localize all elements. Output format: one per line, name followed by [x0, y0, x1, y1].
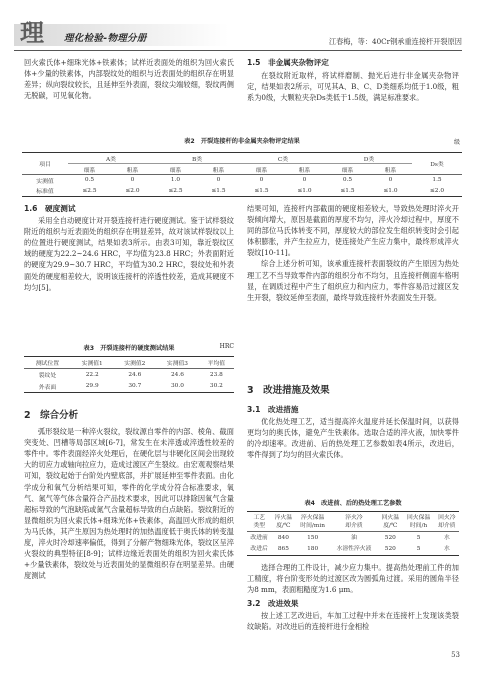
table-cell: 24.6: [128, 371, 142, 378]
paragraph: 选择合理的工件设计，减少应力集中。提高热处理前工件的加工精度，将台阶变形处的过渡区改为圆弧角过渡。采用的圆角半径为8 mm，表面粗糙度为1.6 μm。: [247, 563, 459, 595]
table-cell: 0: [259, 177, 264, 184]
table-header-cell: 实测值3: [166, 361, 188, 367]
table-cell: 油: [351, 534, 357, 541]
table-cell: 实测值: [36, 178, 54, 185]
table-header-cell: 淬火保温 时间/min: [300, 514, 325, 529]
table-cell: 24.6: [170, 371, 184, 378]
table-header-cell: 实测值1: [81, 361, 103, 367]
table-cell: ≤1.0: [383, 187, 398, 194]
table-cell: 150: [307, 534, 319, 541]
table-cell: 840: [277, 534, 289, 541]
table-cell: 30.7: [128, 383, 142, 390]
table-cell: 30.0: [170, 383, 184, 390]
table-header-cell: 回火温 度/℃: [381, 514, 400, 529]
table-unit: HRC: [219, 343, 234, 350]
subsection-heading: 3.2 改进效果: [247, 599, 299, 609]
table-cell: 865: [277, 546, 289, 553]
table-cell: 0: [130, 177, 135, 184]
inclusion-table: [22, 152, 462, 197]
table-cell: ≤2.0: [125, 187, 140, 194]
table-cell: 0.5: [342, 177, 353, 184]
section-1-5: [247, 57, 459, 103]
table-header-cell: 工艺 类型: [253, 514, 265, 529]
table-header-cell: B类: [154, 153, 240, 164]
table-header-cell: 粗系: [384, 167, 397, 174]
paragraph: 采用全自动硬度计对开裂连接杆进行硬度测试。鉴于试样裂纹附近的组织与近表面处的组织存在明显差异，故对该试样裂纹以上的位置进行硬度测试，结果如表3所示。由表3可知，靠近裂纹区域的硬度为22.2~24.6 HRC，平均值为23.8 HRC；外表面附近的硬度为29.9~30.7 HRC，平均值为30.2 HRC，裂纹处和外表面处的硬度相差较大，说明该连接杆的淬透性较差，造成其硬度不均匀[5]。: [24, 216, 234, 292]
table-cell: 改进前: [250, 534, 268, 541]
hardness-table-block: [24, 343, 234, 393]
table-header-cell: 粗系: [126, 167, 139, 174]
table-caption: 表3 开裂连接杆的硬度测试结果: [83, 345, 175, 352]
table-header-cell: 细系: [169, 167, 182, 174]
section-3: [247, 385, 459, 461]
table-cell: 0: [388, 177, 393, 184]
table-header-cell: Ds类: [412, 153, 462, 175]
table-cell: 5: [416, 534, 421, 541]
right-column-text: [247, 203, 459, 303]
table-cell: ≤1.0: [297, 187, 312, 194]
paragraph: 结果可知，连接杆内部截面的硬度相差较大，导致热处理时淬火开裂倾向增大，原因是截面的厚度不均匀，淬火冷却过程中，厚度不同的部位马氏体转变不同，厚度较大的部位发生组织转变时会引起体积膨胀，并产生拉应力，使连接处产生应力集中，最终形成淬火裂纹[10-11]。: [247, 204, 459, 258]
section-heading: 1.5 非金属夹杂物评定: [247, 58, 329, 67]
table-header-cell: 测试位置: [35, 361, 60, 367]
table-header-cell: 项目: [22, 153, 68, 175]
table-header-cell: 粗系: [212, 167, 225, 174]
paragraph: 优化热处理工艺，适当提高淬火温度并延长保温时间，以获得更均匀的奥氏体，避免产生铁素体。选取合适的淬火液，加快零件的冷却速率。改进前、后的热处理工艺参数如表4所示，改进后，零件得到了均匀的回火索氏体。: [247, 417, 459, 460]
table-header-cell: 细系: [341, 167, 354, 174]
table-cell: 30.2: [209, 383, 223, 390]
section-1-6: [24, 203, 234, 293]
journal-logo: [14, 20, 229, 46]
logo-mark: 理: [20, 19, 43, 47]
paragraph: 回火索氏体+细珠光体+铁素体；试样近表面处的组织为回火索氏体+少量的铁素体，内部裂纹处的组织与近表面处的组织存在明显差异；纵向裂纹较长，且延伸至外表面，裂纹尖端较细，裂纹两侧无脱碳，可见氧化物。: [24, 58, 234, 101]
table-cell: ≤2.5: [82, 187, 97, 194]
table-header-cell: 回火保温 时间/h: [406, 514, 431, 529]
table-row: [247, 532, 459, 544]
process-table-block: [247, 498, 459, 556]
table-cell: 标准值: [36, 189, 54, 196]
table-cell: ≤2.0: [429, 187, 445, 194]
table-cell: 5: [416, 546, 421, 553]
page-number: 53: [451, 651, 460, 659]
table-cell: 水: [443, 546, 450, 553]
table-cell: 0: [216, 177, 221, 184]
section-heading: 3 改进措施及效果: [247, 385, 330, 396]
table-header-cell: 平均值: [207, 361, 226, 367]
table-header-cell: A类: [68, 153, 154, 164]
table-row: [24, 381, 234, 393]
running-header: 江春梅，等：40Cr钢承重连接杆开裂原因: [328, 37, 462, 46]
table-cell: 22.2: [85, 371, 99, 378]
table-unit: 级: [453, 139, 460, 146]
table-cell: 29.9: [85, 383, 99, 390]
table-cell: 改进后: [250, 546, 268, 553]
table-row: [247, 544, 459, 556]
table-cell: 520: [384, 546, 396, 553]
paragraph: 综合上述分析可知，该承重连接杆表面裂纹的产生原因为热处理工艺不当导致零件内部的组织分布不均匀，且连接杆侧面车格明显，在调质过程中产生了组织应力和内应力，零件容易沿过渡区发生开裂，裂纹延伸至表面，最终导致连接杆外表面发生开裂。: [247, 259, 459, 302]
paragraph: 按上述工艺改进后，车加工过程中并未在连接杆上发现该类裂纹缺陷。对改进后的连接杆进行金相检: [247, 611, 459, 632]
table-cell: 23.8: [209, 371, 223, 378]
table-cell: ≤2.5: [168, 187, 183, 194]
section-heading: 1.6 硬度测试: [24, 204, 76, 213]
table-header-cell: C类: [240, 153, 326, 164]
paragraph: 弧形裂纹是一种淬火裂纹，裂纹源自零件的内部、棱角、截面突变处、凹槽等局部区域[6-7]，常发生在未淬透或淬透性较差的零件中。零件表面经淬火处理后，在硬化层与非硬化区间会出现较大的切应力或轴向拉应力，造成过渡区产生裂纹。由宏观观察结果可知，裂纹起始于台阶处内壁底部，并扩展延伸至零件表面。由化学成分和氧气分析结果可知，零件的化学成分符合标准要求，氧气、氮气等气体含量符合产品技术要求，因此可以排除因氧气含量超标导致的气泡缺陷或氮气含量超标导致的白点缺陷。裂纹附近的显微组织为回火索氏体+细珠光体+铁素体，高温回火形成的组织为马氏体，其产生原因为热处理时的加热温度低于奥氏体的转变温度，淬火时冷却速率偏低，得到了分解产物细珠光体，裂纹区呈淬火裂纹的典型特征[8-9]；试样边缘近表面处的组织为回火索氏体+少量铁素体，裂纹处与近表面处的显微组织存在明显差异。由硬度测试: [24, 427, 234, 581]
table-cell: 外表面: [38, 384, 57, 391]
table-header-cell: 淬火冷 却介质: [345, 514, 363, 529]
table-cell: 水溶性淬火液: [336, 546, 372, 553]
section-heading: 2 综合分析: [24, 410, 79, 421]
header-rule: [14, 50, 462, 51]
table-row: [22, 186, 462, 197]
section-3-2: [247, 562, 459, 633]
hardness-table: [24, 356, 234, 393]
table-cell: ≤1.5: [211, 187, 226, 194]
table-cell: ≤1.5: [254, 187, 269, 194]
table-caption: 表4 改进前、后的热处理工艺参数: [304, 500, 402, 507]
table-header-cell: 实测值2: [124, 361, 146, 367]
table-header-cell: 细系: [255, 167, 268, 174]
left-top-column: [24, 57, 234, 101]
table-row: [24, 369, 234, 381]
paragraph: 在裂纹附近取样，将试样磨制、抛光后进行非金属夹杂物评定，结果如表2所示，可见其A、B、C、D类细系均低于1.0级，粗系为0级，大颗粒夹杂Ds类低于1.5级，满足标准要求。: [247, 71, 459, 103]
process-table: [247, 511, 459, 556]
subsection-heading: 3.1 改进措施: [247, 405, 299, 415]
table-header-cell: 粗系: [298, 167, 311, 174]
table-row: [22, 175, 462, 186]
table-cell: 水: [443, 534, 450, 541]
table-header-cell: D类: [326, 153, 412, 164]
table-cell: 520: [384, 534, 396, 541]
table-cell: ≤1.5: [340, 187, 355, 194]
table-header-cell: 回火冷 却介质: [438, 514, 456, 529]
table-cell: 裂纹处: [38, 373, 57, 380]
section-2: [24, 410, 234, 581]
table-cell: 1.0: [170, 177, 181, 184]
table-cell: 180: [307, 546, 319, 553]
table-header-cell: 细系: [83, 167, 96, 174]
table-cell: 1.5: [432, 177, 442, 184]
table-cell: 0: [302, 177, 307, 184]
table-caption: 表2 开裂连接杆的非金属夹杂物评定结果: [184, 138, 300, 145]
table-cell: 0.5: [84, 177, 95, 184]
table-header-cell: 淬火温 度/℃: [274, 514, 293, 529]
journal-title: 理化检验-物理分册: [64, 33, 147, 44]
